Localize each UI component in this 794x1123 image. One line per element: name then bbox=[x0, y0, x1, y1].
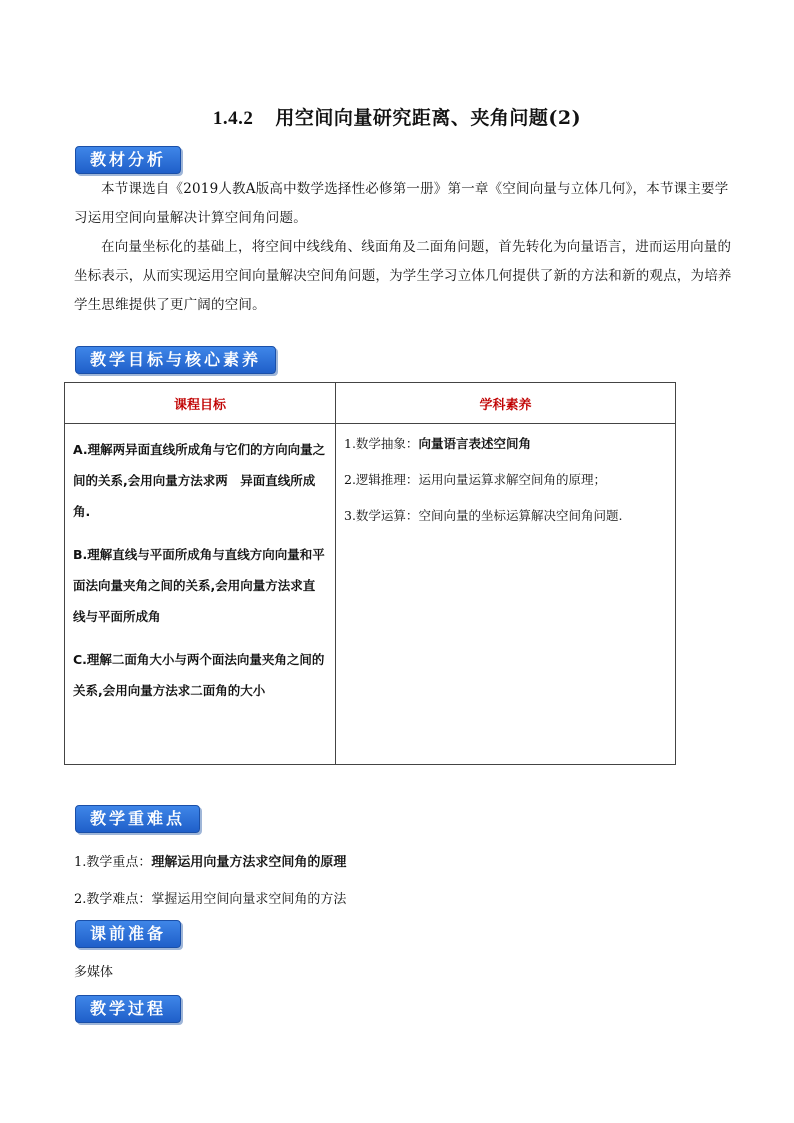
literacy-text: 向量语言表述空间角 bbox=[418, 436, 531, 451]
title-text: 用空间向量研究距离、夹角问题(2) bbox=[275, 107, 582, 129]
goal-c: C.理解二面角大小与两个面法向量夹角之间的关系,会用向量方法求二面角的大小 bbox=[73, 652, 325, 698]
key-point-difficulty bbox=[74, 888, 346, 907]
page-title bbox=[0, 103, 794, 130]
section-badge-preparation: 课前准备 bbox=[75, 920, 181, 948]
table-body-row bbox=[65, 424, 676, 765]
focus-label: 1.教学重点： bbox=[74, 855, 152, 870]
literacy-label: 3.数学运算： bbox=[344, 508, 419, 523]
analysis-paragraph-1: 本节课选自《2019人教A版高中数学选择性必修第一册》第一章《空间向量与立体几何》，本节课主要学习运用空间向量解决计算空间角问题。 bbox=[74, 181, 729, 226]
literacy-label: 1.数学抽象： bbox=[344, 436, 419, 451]
objectives-table bbox=[64, 382, 676, 765]
goal-a: A.理解两异面直线所成角与它们的方向向量之间的关系,会用向量方法求两 异面直线所成角. bbox=[73, 442, 326, 519]
literacy-text: 空间向量的坐标运算解决空间角问题. bbox=[418, 508, 623, 523]
preparation-text: 多媒体 bbox=[74, 965, 114, 980]
literacy-cell bbox=[336, 424, 676, 765]
difficulty-label: 2.教学难点： bbox=[74, 892, 152, 907]
section-badge-objectives: 教学目标与核心素养 bbox=[75, 346, 276, 374]
focus-text: 理解运用向量方法求空间角的原理 bbox=[151, 855, 347, 870]
section-badge-process: 教学过程 bbox=[75, 995, 181, 1023]
goal-b: B.理解直线与平面所成角与直线方向向量和平面法向量夹角之间的关系,会用向量方法求直线与平面所成角 bbox=[73, 547, 325, 624]
literacy-label: 2.逻辑推理： bbox=[344, 472, 419, 487]
section-badge-key-points: 教学重难点 bbox=[75, 805, 200, 833]
literacy-item bbox=[344, 506, 667, 526]
literacy-text: 运用向量运算求解空间角的原理； bbox=[418, 472, 606, 487]
literacy-item bbox=[344, 434, 667, 454]
difficulty-text: 掌握运用空间向量求空间角的方法 bbox=[151, 892, 347, 907]
key-point-focus bbox=[74, 851, 346, 870]
header-literacy: 学科素养 bbox=[336, 383, 676, 424]
table-header-row bbox=[65, 383, 676, 424]
section-badge-analysis: 教材分析 bbox=[75, 146, 181, 174]
literacy-item bbox=[344, 470, 667, 490]
title-number: 1.4.2 bbox=[212, 108, 254, 129]
analysis-paragraph-2: 在向量坐标化的基础上，将空间中线线角、线面角及二面角问题，首先转化为向量语言，进而运用向量的坐标表示，从而实现运用空间向量解决空间角问题，为学生学习立体几何提供了新的方法和新的观点，为培养学生思维提供了更广阔的空间。 bbox=[74, 239, 732, 313]
goals-cell bbox=[65, 424, 336, 765]
header-course-goals: 课程目标 bbox=[65, 383, 336, 424]
